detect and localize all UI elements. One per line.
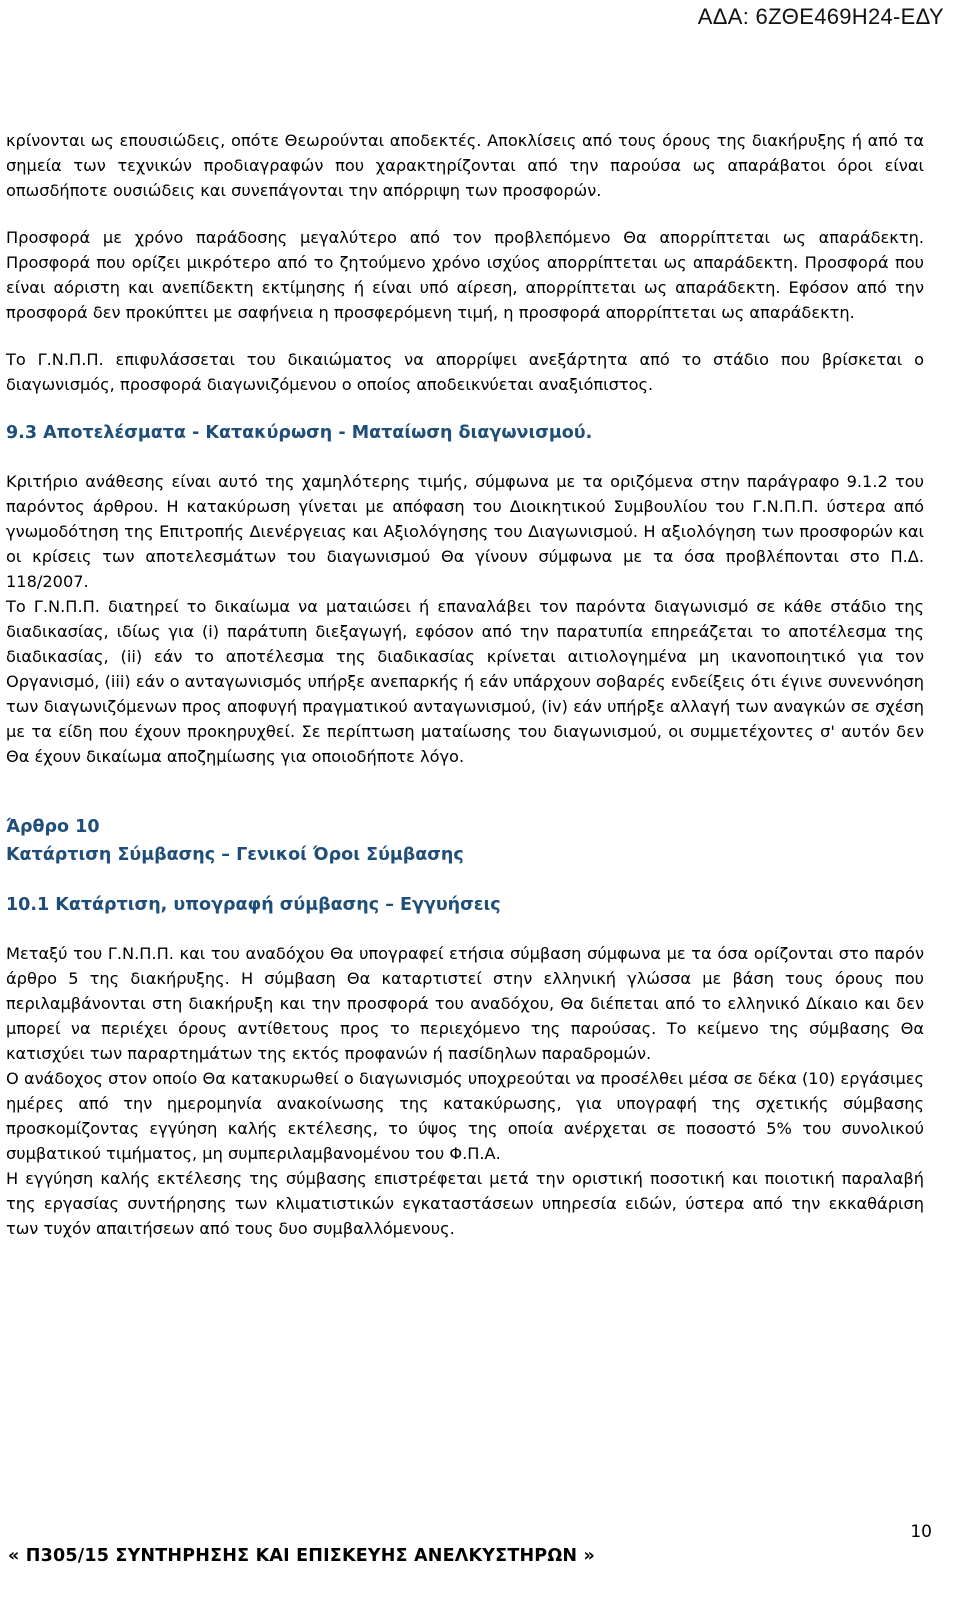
paragraph-offers-deviations: κρίνονται ως επουσιώδεις, οπότε Θεωρούνται αποδεκτές. Αποκλίσεις από τους όρους της διακήρυξης ή από τα σημεία των τεχνικών προδιαγραφών που χαρακτηρίζονται από την παρούσα ως απαράβατοι όροι είναι οπωσδήποτε ουσιώδεις και συνεπάγονται την απόρριψη των προσφορών. <box>6 131 924 200</box>
document-body <box>6 128 924 1241</box>
article-heading: Άρθρο 10 <box>6 817 100 837</box>
article-title: Κατάρτιση Σύμβασης – Γενικοί Όροι Σύμβασης <box>6 845 464 865</box>
paragraph-contract: Μεταξύ του Γ.Ν.Π.Π. και του αναδόχου Θα υπογραφεί ετήσια σύμβαση σύμφωνα με τα όσα ορίζονται στο παρόν άρθρο 5 της διακήρυξης. Η σύμβαση Θα καταρτιστεί στην ελληνική γλώσσα με βάση τους όρους που περιλαμβάνονται στη διακήρυξη και την προσφορά του αναδόχου, Θα διέπεται από το ελληνικό Δίκαιο και δεν μπορεί να περιέχει όρους αντίθετους προς το περιεχόμενο της παρούσας. Το κείμενο της σύμβασης Θα κατισχύει των παραρτημάτων της εκτός προφανών ή πασίδηλων παραδρομών. <box>6 944 924 1063</box>
paragraph-guarantee-return: Η εγγύηση καλής εκτέλεσης της σύμβασης επιστρέφεται μετά την οριστική ποσοτική και ποιοτική παραλαβή της εργασίας συντήρησης των κλιματιστικών εγκαταστάσεων υπηρεσία ειδών, ύστερα από την εκκαθάριση των τυχόν απαιτήσεων από τους δυο συμβαλλόμενους. <box>6 1169 924 1238</box>
ada-code: ΑΔΑ: 6ΖΘΕ469Η24-ΕΔΥ <box>697 4 944 29</box>
paragraph-hospital-right: Το Γ.Ν.Π.Π. επιφυλάσσεται του δικαιώματος να απορρίψει ανεξάρτητα από το στάδιο που βρίσκεται ο διαγωνισμός, προσφορά διαγωνιζόμενου ο οποίος αποδεικνύεται αναξιόπιστος. <box>6 350 924 394</box>
section-heading-10-1: 10.1 Κατάρτιση, υπογραφή σύμβασης – Εγγυήσεις <box>6 895 501 915</box>
paragraph-contractor-obligation: Ο ανάδοχος στον οποίο Θα κατακυρωθεί ο διαγωνισμός υποχρεούται να προσέλθει μέσα σε δέκα (10) εργάσιμες ημέρες από την ημερομηνία ανακοίνωσης της κατακύρωσης, για υπογραφή της σχετικής σύμβασης προσκομίζοντας εγγύηση καλής εκτέλεσης, το ύψος της οποία ανέρχεται σε ποσοστό 5% του συνολικού συμβατικού τιμήματος, μη συμπεριλαμβανομένου του Φ.Π.Α. <box>6 1069 924 1163</box>
section-heading-9-3: 9.3 Αποτελέσματα - Κατακύρωση - Ματαίωση διαγωνισμού. <box>6 423 593 443</box>
paragraph-award-criterion: Κριτήριο ανάθεσης είναι αυτό της χαμηλότερης τιμής, σύμφωνα με τα οριζόμενα στην παράγραφο 9.1.2 του παρόντος άρθρου. Η κατακύρωση γίνεται με απόφαση του Διοικητικού Συμβουλίου του Γ.Ν.Π.Π. ύστερα από γνωμοδότηση της Επιτροπής Διενέργειας και Αξιολόγησης του Διαγωνισμού. Η αξιολόγηση των προσφορών και οι κρίσεις των αποτελεσμάτων του διαγωνισμού Θα γίνουν σύμφωνα με τα όσα προβλέπονται στο Π.Δ. 118/2007. <box>6 472 924 591</box>
document-footer: « Π305/15 ΣΥΝΤΗΡΗΣΗΣ ΚΑΙ ΕΠΙΣΚΕΥΗΣ ΑΝΕΛΚΥΣΤΗΡΩΝ » <box>8 1546 596 1566</box>
page-number: 10 <box>910 1522 932 1542</box>
paragraph-offers-rejection: Προσφορά με χρόνο παράδοσης μεγαλύτερο από τον προβλεπόμενο Θα απορρίπτεται ως απαράδεκτη. Προσφορά που ορίζει μικρότερο από το ζητούμενο χρόνο ισχύος απορρίπτεται ως απαράδεκτη. Προσφορά που είναι αόριστη και ανεπίδεκτη εκτίμησης ή είναι υπό αίρεση, απορρίπτεται ως απαράδεκτη. Εφόσον από την προσφορά δεν προκύπτει με σαφήνεια η προσφερόμενη τιμή, η προσφορά απορρίπτεται ως απαράδεκτη. <box>6 228 924 322</box>
paragraph-cancellation: Το Γ.Ν.Π.Π. διατηρεί το δικαίωμα να ματαιώσει ή επαναλάβει τον παρόντα διαγωνισμό σε κάθε στάδιο της διαδικασίας, ιδίως για (i) παράτυπη διεξαγωγή, εφόσον από την παρατυπία επηρεάζεται το αποτέλεσμα της διαδικασίας, (ii) εάν το αποτέλεσμα της διαδικασίας κρίνεται αιτιολογημένα μη ικανοποιητικό για τον Οργανισμό, (iii) εάν ο ανταγωνισμός υπήρξε ανεπαρκής ή εάν υπάρχουν σοβαρές ενδείξεις ότι έγινε συνεννόηση των διαγωνιζόμενων προς αποφυγή πραγματικού ανταγωνισμού, (iv) εάν υπήρξε αλλαγή των αναγκών σε σχέση με τα είδη που έχουν προκηρυχθεί. Σε περίπτωση ματαίωσης του διαγωνισμού, οι συμμετέχοντες σ' αυτόν δεν Θα έχουν δικαίωμα αποζημίωσης για οποιοδήποτε λόγο. <box>6 597 924 766</box>
